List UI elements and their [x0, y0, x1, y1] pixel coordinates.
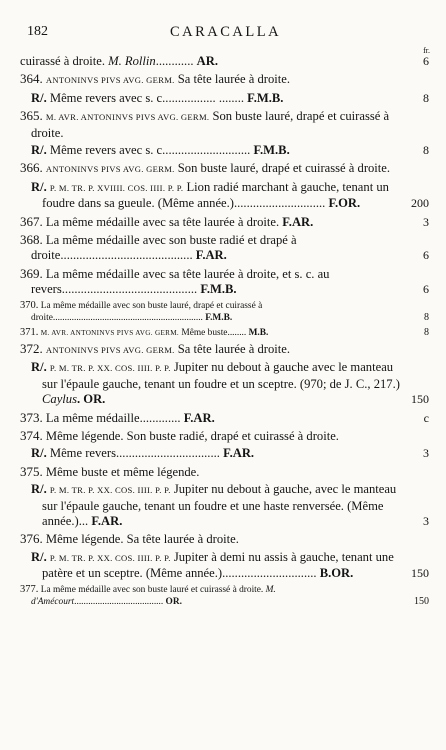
dot-leader: ..........................................: [60, 248, 193, 263]
price-value: 3: [423, 446, 429, 461]
catalog-entry: [20, 327, 431, 339]
reverse-mark: R/.: [31, 482, 47, 497]
catalog-entry: [20, 464, 431, 480]
metal-code: F.AR.: [195, 248, 227, 263]
price-value: 8: [424, 312, 429, 324]
catalog-entry: [20, 410, 431, 426]
price-value: 150: [414, 596, 429, 607]
catalog-entry: [20, 108, 431, 141]
dot-leader: ...........................................: [61, 282, 198, 297]
entry-number: 377.: [20, 583, 39, 595]
metal-code: F.OR.: [328, 196, 361, 211]
price-value: 150: [411, 392, 429, 407]
catalog-entry: [20, 232, 431, 264]
entry-text: Même légende. Sa tête laurée à droite.: [42, 532, 239, 547]
entry-text: La même médaille avec sa tête laurée à droite, et s. c. au revers: [31, 266, 330, 297]
metal-code: F.M.B.: [247, 90, 284, 105]
entry-number: 370.: [20, 299, 39, 311]
catalog-entry: [20, 214, 431, 230]
catalog-entry: [20, 341, 431, 358]
price-value: 150: [411, 566, 429, 581]
page-number: 182: [27, 24, 48, 39]
entry-text: Même buste: [179, 327, 228, 338]
entry-number: 372.: [20, 340, 43, 356]
metal-code: F.AR.: [183, 410, 215, 425]
entry-number: 365.: [20, 108, 43, 124]
entry-text-suffix: . OR.: [76, 392, 106, 407]
reverse-mark: R/.: [31, 446, 47, 461]
metal-code: M.B.: [248, 327, 269, 338]
entry-text: Jupiter à demi nu assis à gauche, tenant une patère et un sceptre. (Même année.): [42, 549, 394, 581]
entry-text: La même médaille avec sa tête laurée à droite.: [42, 214, 280, 229]
metal-code: F.AR.: [91, 513, 123, 528]
entry-text: Même légende. Son buste radié, drapé et cuirassé à droite.: [42, 428, 339, 443]
entry-number: 374.: [20, 427, 43, 443]
catalog-entry: [20, 266, 431, 298]
dot-leader: ......................................: [74, 597, 164, 607]
entry-number: 373.: [20, 409, 43, 425]
metal-code: F.M.B.: [200, 282, 237, 297]
catalog-entry: [20, 54, 431, 69]
entry-text: La même médaille: [42, 410, 140, 425]
entry-number: 376.: [20, 531, 43, 547]
catalog-entry: [20, 531, 431, 547]
entry-text: Même buste et même légende.: [42, 464, 200, 479]
price-value: 6: [423, 54, 429, 68]
entry-text: Son buste lauré, drapé et cuirassé à droite.: [174, 161, 391, 176]
metal-code: F.M.B.: [253, 143, 290, 158]
coin-legend: M. AVR. ANTONINVS PIVS AVG. GERM.: [40, 328, 180, 337]
metal-code: F.AR.: [223, 446, 255, 461]
entry-text: Même revers: [46, 446, 116, 461]
entry-text: Sa tête laurée à droite.: [174, 341, 291, 356]
price-value: 8: [423, 143, 429, 158]
entry-text: Lion radié marchant à gauche, tenant un foudre dans sa gueule. (Même année.): [42, 179, 389, 211]
metal-code: F.AR.: [282, 214, 314, 229]
entry-text: Jupiter nu debout à gauche, avec le manteau sur l'épaule gauche, tenant un foudre et une haste renversée. (Même année.): [42, 482, 397, 528]
entry-text: Son buste lauré, drapé et cuirassé à droite.: [31, 109, 390, 140]
coin-legend: P. M. TR. P. XX. COS. IIII. P. P.: [49, 552, 171, 563]
reverse-mark: R/.: [31, 549, 47, 564]
collection-name: Caylus: [42, 392, 77, 407]
entry-number: 369.: [20, 265, 43, 281]
catalog-entry: [20, 160, 431, 177]
catalog-entry: [20, 300, 431, 325]
price-value: c: [423, 410, 429, 425]
coin-legend: P. M. TR. P. XX. COS. IIII. P. P.: [49, 485, 171, 496]
entry-number: 367.: [20, 213, 43, 229]
reverse-mark: R/.: [31, 143, 47, 158]
coin-legend: M. AVR. ANTONINVS PIVS AVG. GERM.: [45, 112, 210, 123]
entry-number: 364.: [20, 71, 43, 87]
catalog-entry: [20, 482, 431, 529]
entry-text: La même médaille avec son buste lauré et cuirassé à droite.: [38, 584, 266, 595]
dot-leader: .............: [139, 410, 181, 425]
entry-number: 368.: [20, 232, 43, 248]
running-title: CARACALLA: [169, 24, 282, 40]
reverse-mark: R/.: [31, 179, 47, 194]
dot-leader: ............................: [162, 143, 251, 158]
entry-number: 371.: [20, 326, 39, 338]
metal-code: F.M.B.: [205, 313, 233, 324]
reverse-mark: R/.: [31, 90, 47, 105]
catalog-entry: [20, 550, 431, 582]
entry-text: La même médaille avec son buste lauré, drapé et cuirassé à droite: [31, 300, 263, 324]
metal-code: AR.: [196, 54, 218, 68]
page-header: [27, 24, 424, 44]
coin-legend: P. M. TR. P. XVIIII. COS. IIII. P. P.: [49, 182, 184, 193]
dot-leader: ............: [155, 54, 194, 68]
coin-legend: ANTONINVS PIVS AVG. GERM.: [45, 344, 175, 355]
catalog-entry: [20, 143, 431, 158]
price-value: 3: [423, 513, 429, 528]
price-value: 200: [411, 196, 429, 211]
catalog-entry: [20, 180, 431, 212]
price-value: 6: [423, 282, 429, 297]
collection-name: M. d'Amécourt: [31, 584, 276, 607]
dot-leader: .................................: [116, 446, 220, 461]
dot-leader: ...: [78, 513, 89, 528]
dot-leader: ................................................................: [52, 313, 203, 324]
price-value: 3: [423, 214, 429, 229]
entry-text: cuirassé à droite.: [20, 54, 109, 68]
price-value: 8: [424, 326, 429, 338]
catalog-entry: [20, 91, 431, 106]
dot-leader: ..............................: [222, 566, 317, 581]
entry-text: Jupiter nu debout à gauche avec le manteau sur l'épaule gauche, tenant un foudre et un sceptre. (970; de J. C., 217.): [42, 360, 400, 391]
collection-name: M. Rollin: [108, 54, 156, 68]
metal-code: B.OR.: [319, 566, 354, 581]
entry-text: Même revers avec s. c: [46, 90, 163, 105]
catalog-entry: [20, 71, 431, 88]
entry-number: 366.: [20, 160, 43, 176]
catalog-entry: [20, 446, 431, 461]
catalog-entry: [20, 360, 431, 407]
dot-leader: ........: [227, 327, 247, 338]
coin-legend: ANTONINVS PIVS AVG. GERM.: [45, 164, 175, 175]
catalog-entry: [20, 428, 431, 444]
entry-text: La même médaille avec son buste radié et drapé à droite: [31, 233, 297, 263]
dot-leader: ................. ........: [162, 90, 244, 105]
price-value: 8: [423, 90, 429, 105]
dot-leader: .............................: [233, 196, 326, 211]
coin-legend: P. M. TR. P. XX. COS. IIII. P. P.: [49, 363, 171, 374]
value-column-header: fr.: [423, 46, 430, 55]
entry-number: 375.: [20, 463, 43, 479]
price-value: 6: [423, 248, 429, 263]
catalog-entries: [20, 54, 431, 610]
catalog-entry: [20, 584, 431, 609]
reverse-mark: R/.: [31, 360, 47, 375]
entry-text: Même revers avec s. c: [46, 143, 163, 158]
coin-legend: ANTONINVS PIVS AVG. GERM.: [45, 75, 175, 86]
metal-code: OR.: [165, 597, 182, 607]
entry-text: Sa tête laurée à droite.: [174, 72, 291, 87]
